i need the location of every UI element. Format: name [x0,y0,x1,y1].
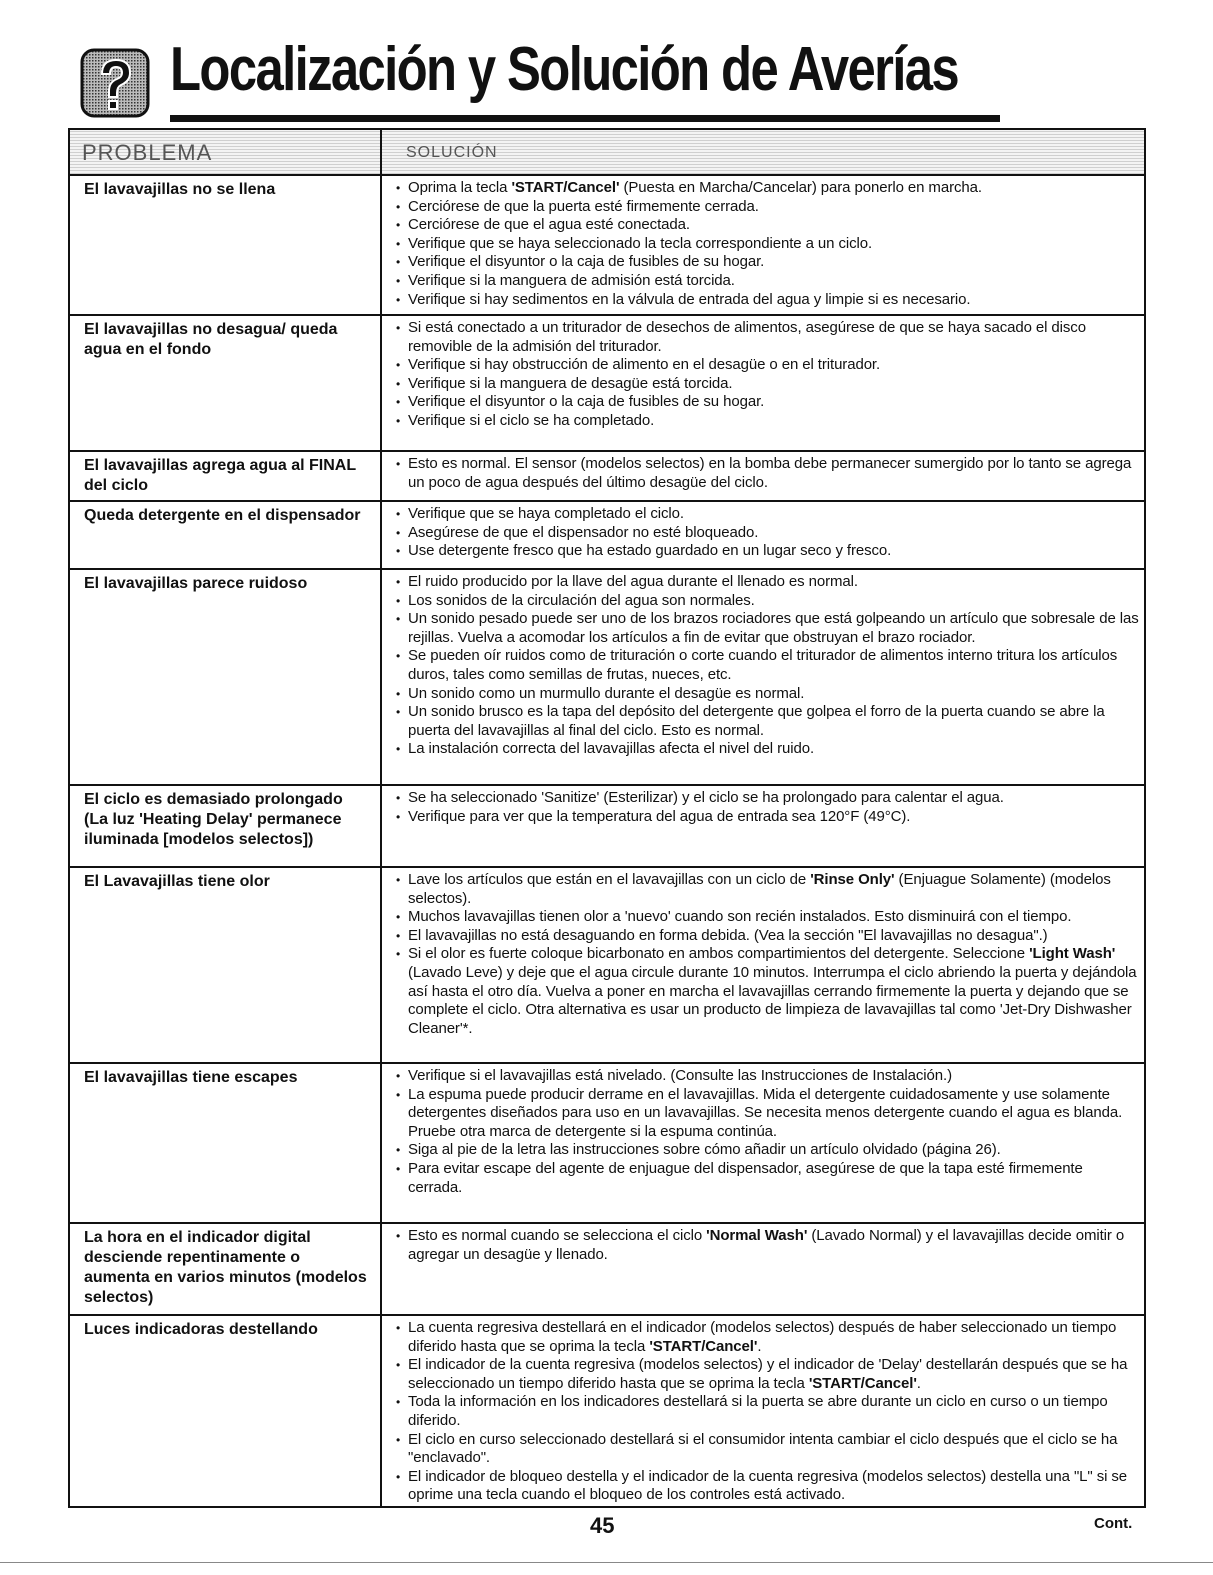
problem-cell: Luces indicadoras destellando [70,1316,382,1506]
table-row [70,316,1144,452]
solution-item: • Oprima la tecla 'START/Cancel' (Puesta en Marcha/Cancelar) para ponerlo en marcha. [396,179,1140,198]
solution-item: • Verifique si la manguera de admisión está torcida. [396,272,1140,291]
solution-item: • Esto es normal. El sensor (modelos selectos) en la bomba debe permanecer sumergido por lo tanto se agrega un poco de agua después del último desagüe del ciclo. [396,455,1140,492]
solution-item: • Verifique que se haya seleccionado la tecla correspondiente a un ciclo. [396,235,1140,254]
problem-cell: La hora en el indicador digital desciende repentinamente o aumenta en varios minutos (modelos selectos) [70,1224,382,1314]
table-row [70,868,1144,1064]
solution-item: • Verifique para ver que la temperatura del agua de entrada sea 120°F (49°C). [396,808,1140,827]
solution-item: • Use detergente fresco que ha estado guardado en un lugar seco y fresco. [396,542,1140,561]
solution-item: • El indicador de bloqueo destella y el indicador de la cuenta regresiva (modelos selectos) destella una "L" si se oprime una tecla cuando el bloqueo de los controles está activado. [396,1468,1140,1505]
solution-item: • Verifique si el ciclo se ha completado. [396,412,1140,431]
problem-cell: Queda detergente en el dispensador [70,502,382,568]
problem-cell: El ciclo es demasiado prolongado (La luz 'Heating Delay' permanece iluminada [modelos selectos]) [70,786,382,866]
solution-item: • Verifique el disyuntor o la caja de fusibles de su hogar. [396,253,1140,272]
solution-item: • Si el olor es fuerte coloque bicarbonato en ambos compartimientos del detergente. Seleccione 'Light Wash' (Lavado Leve) y deje que el agua circule durante 10 minutos. Interrumpa el ciclo abriendo la puerta y dejándola así hasta el otro día. Vuelva a poner en marcha el lavavajillas cerrando firmemente la puerta y dejando que se complete el ciclo. Otra alternativa es usar un producto de limpieza de lavavajillas tal como 'Jet-Dry Dishwasher Cleaner'*. [396,945,1140,1038]
solution-item: • La espuma puede producir derrame en el lavavajillas. Mida el detergente cuidadosamente y use solamente detergentes diseñados para uso en un lavavajillas. Se necesita menos detergente cuando el agua es blanda. Pruebe otra marca de detergente si la espuma continúa. [396,1086,1140,1142]
bottom-rule [0,1562,1213,1563]
solution-cell [382,786,1144,866]
solution-cell [382,570,1144,784]
solution-item: • Un sonido brusco es la tapa del depósito del detergente que golpea el forro de la puerta cuando se abre la puerta del lavavajillas al final del ciclo. Esto es normal. [396,703,1140,740]
table-row [70,570,1144,786]
solution-item: • El ciclo en curso seleccionado destellará si el consumidor intenta cambiar el ciclo después que el ciclo se ha "enclavado". [396,1431,1140,1468]
solution-cell [382,176,1144,314]
title-underline [170,115,1000,122]
solution-cell [382,502,1144,568]
question-mark-icon [80,48,150,118]
solution-item: • Asegúrese de que el dispensador no esté bloqueado. [396,524,1140,543]
problem-cell: El Lavavajillas tiene olor [70,868,382,1062]
solution-item: • Toda la información en los indicadores destellará si la puerta se abre durante un ciclo en curso o un tiempo diferido. [396,1393,1140,1430]
problem-cell: El lavavajillas tiene escapes [70,1064,382,1222]
header-problem: PROBLEMA [70,130,382,174]
solution-cell [382,868,1144,1062]
solution-item: • Esto es normal cuando se selecciona el ciclo 'Normal Wash' (Lavado Normal) y el lavavajillas decide omitir o agregar un desagüe y llenado. [396,1227,1140,1264]
table-row [70,1316,1144,1506]
solution-item: • La instalación correcta del lavavajillas afecta el nivel del ruido. [396,740,1140,759]
continued-label: Cont. [1094,1515,1133,1532]
page-number: 45 [590,1513,615,1538]
page-title: Localización y Solución de Averías [170,35,959,104]
solution-item: • Muchos lavavajillas tienen olor a 'nuevo' cuando son recién instalados. Esto disminuirá con el tiempo. [396,908,1140,927]
solution-item: • El ruido producido por la llave del agua durante el llenado es normal. [396,573,1140,592]
solution-cell [382,1064,1144,1222]
solution-cell [382,1224,1144,1314]
problem-cell: El lavavajillas parece ruidoso [70,570,382,784]
solution-cell [382,452,1144,500]
table-row [70,176,1144,316]
solution-item: • El lavavajillas no está desaguando en forma debida. (Vea la sección "El lavavajillas no desagua".) [396,927,1140,946]
problem-cell: El lavavajillas no desagua/ queda agua en el fondo [70,316,382,450]
troubleshooting-table [68,128,1146,1508]
solution-item: • Verifique si hay sedimentos en la válvula de entrada del agua y limpie si es necesario. [396,291,1140,310]
solution-item: • Verifique si el lavavajillas está nivelado. (Consulte las Instrucciones de Instalación.) [396,1067,1140,1086]
solution-item: • Verifique el disyuntor o la caja de fusibles de su hogar. [396,393,1140,412]
solution-item: • Un sonido pesado puede ser uno de los brazos rociadores que está golpeando un artículo que sobresale de las rejillas. Vuelva a acomodar los artículos a fin de evitar que obstruyan el brazo rociador. [396,610,1140,647]
solution-item: • Verifique si hay obstrucción de alimento en el desagüe o en el triturador. [396,356,1140,375]
table-row [70,502,1144,570]
solution-item: • Verifique que se haya completado el ciclo. [396,505,1140,524]
header-solution: SOLUCIÓN [406,144,498,161]
solution-item: • El indicador de la cuenta regresiva (modelos selectos) y el indicador de 'Delay' destellarán después que se ha seleccionado un tiempo diferido hasta que se oprima la tecla 'START/Cancel'. [396,1356,1140,1393]
solution-item: • La cuenta regresiva destellará en el indicador (modelos selectos) después de haber seleccionado un tiempo diferido hasta que se oprima la tecla 'START/Cancel'. [396,1319,1140,1356]
table-row [70,1064,1144,1224]
solution-item: • Para evitar escape del agente de enjuague del dispensador, asegúrese de que la tapa esté firmemente cerrada. [396,1160,1140,1197]
table-row [70,786,1144,868]
solution-item: • Cerciórese de que el agua esté conectada. [396,216,1140,235]
table-row [70,1224,1144,1316]
page-header [80,35,959,118]
solution-item: • Cerciórese de que la puerta esté firmemente cerrada. [396,198,1140,217]
solution-item: • Verifique si la manguera de desagüe está torcida. [396,375,1140,394]
table-header [70,130,1144,176]
table-row [70,452,1144,502]
problem-cell: El lavavajillas agrega agua al FINAL del ciclo [70,452,382,500]
solution-item: • Un sonido como un murmullo durante el desagüe es normal. [396,685,1140,704]
solution-cell [382,316,1144,450]
solution-item: • Siga al pie de la letra las instrucciones sobre cómo añadir un artículo olvidado (página 26). [396,1141,1140,1160]
solution-item: • Si está conectado a un triturador de desechos de alimentos, asegúrese de que se haya sacado el disco removible de la admisión del triturador. [396,319,1140,356]
solution-item: • Se pueden oír ruidos como de trituración o corte cuando el triturador de alimentos interno tritura los artículos duros, tales como semillas de frutas, nueces, etc. [396,647,1140,684]
solution-cell [382,1316,1144,1506]
solution-item: • Los sonidos de la circulación del agua son normales. [396,592,1140,611]
table-body [70,176,1144,1506]
solution-item: • Se ha seleccionado 'Sanitize' (Esterilizar) y el ciclo se ha prolongado para calentar el agua. [396,789,1140,808]
solution-item: • Lave los artículos que están en el lavavajillas con un ciclo de 'Rinse Only' (Enjuague Solamente) (modelos selectos). [396,871,1140,908]
problem-cell: El lavavajillas no se llena [70,176,382,314]
